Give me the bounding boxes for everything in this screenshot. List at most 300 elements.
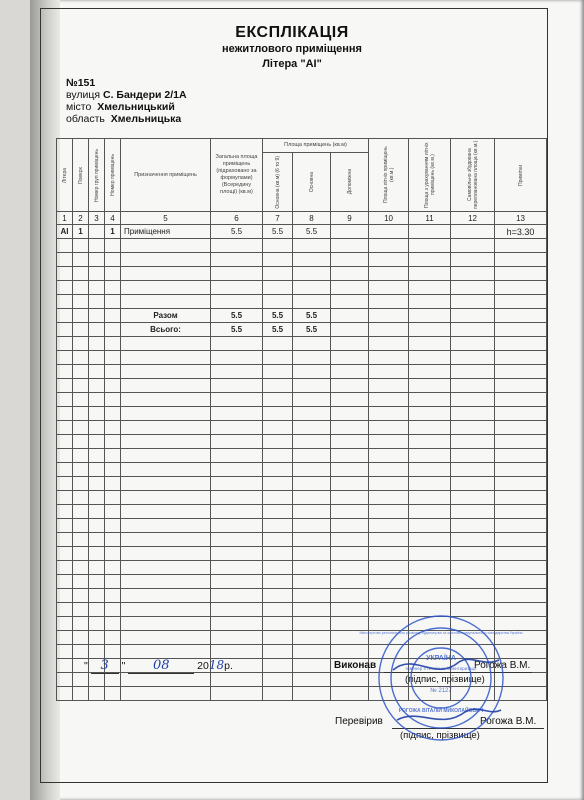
table-cell: [73, 323, 89, 337]
table-cell: [451, 393, 495, 407]
doc-title: ЕКСПЛІКАЦІЯ: [235, 24, 349, 41]
table-cell: [105, 547, 121, 561]
table-cell: [409, 267, 451, 281]
table-cell: [57, 645, 73, 659]
table-cell: [409, 323, 451, 337]
table-cell: [211, 519, 263, 533]
table-cell: [211, 295, 263, 309]
table-cell: [293, 575, 331, 589]
table-cell: [73, 673, 89, 687]
table-cell: [495, 533, 547, 547]
executed-label: Виконав: [334, 660, 377, 671]
table-cell: [73, 351, 89, 365]
table-cell: [451, 239, 495, 253]
table-cell: [73, 239, 89, 253]
table-cell: [409, 477, 451, 491]
table-cell: [73, 687, 89, 701]
table-cell: [105, 393, 121, 407]
table-row: [57, 407, 547, 421]
table-cell: [211, 407, 263, 421]
table-cell: 12: [451, 212, 495, 225]
table-cell: 3: [89, 212, 105, 225]
header-notes: Примітки: [495, 139, 547, 212]
table-cell: [73, 477, 89, 491]
table-cell: [89, 645, 105, 659]
table-cell: [331, 547, 369, 561]
table-cell: 5.5: [263, 225, 293, 239]
table-cell: [105, 449, 121, 463]
table-cell: [105, 533, 121, 547]
table-cell: [451, 435, 495, 449]
header-floor: Поверх: [73, 139, 89, 212]
table-row: [57, 379, 547, 393]
table-cell: [57, 673, 73, 687]
table-cell: [263, 463, 293, 477]
table-cell: [263, 351, 293, 365]
table-row: [57, 505, 547, 519]
table-cell: [369, 407, 409, 421]
table-cell: [451, 407, 495, 421]
table-row: [57, 351, 547, 365]
table-cell: [331, 463, 369, 477]
table-cell: [105, 407, 121, 421]
table-cell: [263, 589, 293, 603]
table-row: [57, 449, 547, 463]
table-cell: [105, 603, 121, 617]
doc-subtitle: нежитлового приміщення: [222, 43, 362, 55]
checked-name: Рогожа В.М.: [480, 716, 537, 727]
table-cell: [293, 421, 331, 435]
table-cell: [369, 379, 409, 393]
table-cell: [263, 561, 293, 575]
table-cell: [57, 323, 73, 337]
table-cell: [89, 533, 105, 547]
table-cell: [293, 239, 331, 253]
date-year-hand: 18: [208, 658, 225, 672]
table-cell: [293, 463, 331, 477]
table-cell: [331, 309, 369, 323]
table-cell: [451, 421, 495, 435]
table-cell: [451, 379, 495, 393]
address-city: місто Хмельницький: [66, 101, 175, 113]
table-cell: [369, 253, 409, 267]
table-cell: [121, 561, 211, 575]
table-cell: [331, 617, 369, 631]
table-cell: 5: [121, 212, 211, 225]
table-cell: [293, 687, 331, 701]
table-cell: [331, 561, 369, 575]
header-group-no: Номер груп приміщень: [89, 139, 105, 212]
table-cell: [263, 239, 293, 253]
checked-label: Перевірив: [335, 716, 383, 727]
table-cell: [73, 505, 89, 519]
table-cell: [369, 491, 409, 505]
table-cell: [409, 575, 451, 589]
table-cell: [211, 365, 263, 379]
table-cell: [409, 379, 451, 393]
header-purpose: Призначення приміщень: [121, 139, 211, 212]
table-cell: [57, 407, 73, 421]
table-cell: [89, 351, 105, 365]
table-cell: [451, 519, 495, 533]
table-cell: [263, 505, 293, 519]
table-cell: [105, 617, 121, 631]
table-cell: [263, 477, 293, 491]
table-cell: [73, 617, 89, 631]
table-cell: [451, 491, 495, 505]
table-cell: [73, 295, 89, 309]
table-cell: [409, 365, 451, 379]
table-cell: [57, 267, 73, 281]
table-cell: [293, 659, 331, 673]
table-cell: [495, 519, 547, 533]
table-cell: 1: [57, 212, 73, 225]
table-cell: [89, 393, 105, 407]
table-cell: [293, 281, 331, 295]
table-cell: [293, 295, 331, 309]
stamp-country: УКРАЇНА: [426, 655, 456, 662]
table-row: [57, 267, 547, 281]
table-cell: Всього:: [121, 323, 211, 337]
table-cell: [105, 645, 121, 659]
table-cell: [369, 267, 409, 281]
table-cell: Разом: [121, 309, 211, 323]
table-cell: [105, 575, 121, 589]
table-cell: 13: [495, 212, 547, 225]
table-cell: [495, 253, 547, 267]
table-cell: [89, 435, 105, 449]
table-cell: [293, 379, 331, 393]
table-cell: [105, 281, 121, 295]
table-cell: [121, 505, 211, 519]
table-cell: [121, 463, 211, 477]
table-cell: [451, 309, 495, 323]
table-cell: [409, 309, 451, 323]
table-cell: [409, 435, 451, 449]
table-cell: [293, 505, 331, 519]
column-number-row: [57, 212, 547, 225]
executed-sign-caption: (підпис, прізвище): [405, 674, 485, 685]
table-cell: [57, 365, 73, 379]
table-cell: [211, 337, 263, 351]
table-cell: [73, 267, 89, 281]
table-cell: [57, 617, 73, 631]
header-room-no: Номер приміщень: [105, 139, 121, 212]
table-cell: [409, 351, 451, 365]
table-cell: [263, 491, 293, 505]
table-cell: [451, 225, 495, 239]
table-cell: [331, 533, 369, 547]
table-cell: [409, 393, 451, 407]
table-cell: [369, 309, 409, 323]
table-row: [57, 477, 547, 491]
table-cell: [121, 589, 211, 603]
table-cell: [57, 295, 73, 309]
table-cell: 6: [211, 212, 263, 225]
table-cell: [211, 393, 263, 407]
table-cell: [495, 365, 547, 379]
table-cell: [89, 337, 105, 351]
header-litera: Літера: [57, 139, 73, 212]
table-cell: [369, 281, 409, 295]
table-cell: [121, 673, 211, 687]
table-row: [57, 561, 547, 575]
table-cell: [451, 253, 495, 267]
table-cell: [73, 645, 89, 659]
table-cell: [263, 365, 293, 379]
table-cell: [211, 617, 263, 631]
table-cell: [211, 603, 263, 617]
table-cell: [293, 393, 331, 407]
table-cell: 2: [73, 212, 89, 225]
table-cell: [293, 533, 331, 547]
table-cell: [57, 393, 73, 407]
table-cell: [211, 449, 263, 463]
table-cell: [57, 533, 73, 547]
table-row: [57, 547, 547, 561]
table-cell: [89, 631, 105, 645]
table-cell: [495, 449, 547, 463]
table-cell: [369, 365, 409, 379]
table-cell: 4: [105, 212, 121, 225]
table-cell: [263, 407, 293, 421]
table-cell: [211, 533, 263, 547]
table-row: [57, 589, 547, 603]
table-cell: [89, 589, 105, 603]
table-cell: [451, 463, 495, 477]
table-cell: [105, 295, 121, 309]
table-cell: [293, 617, 331, 631]
table-row: [57, 295, 547, 309]
table-cell: [121, 253, 211, 267]
table-cell: [211, 239, 263, 253]
executed-name: Рогожа В.М.: [474, 660, 531, 671]
table-cell: [211, 463, 263, 477]
table-cell: [73, 547, 89, 561]
table-cell: [211, 547, 263, 561]
table-cell: [211, 379, 263, 393]
stamp-name: РОГОЖА ВІТАЛІЙ МИКОЛАЙОВИЧ: [398, 708, 484, 714]
table-cell: [331, 477, 369, 491]
table-cell: [89, 421, 105, 435]
table-cell: [57, 379, 73, 393]
table-cell: [369, 589, 409, 603]
table-cell: [73, 463, 89, 477]
table-cell: [73, 435, 89, 449]
table-cell: [105, 421, 121, 435]
table-cell: [409, 505, 451, 519]
table-cell: [331, 225, 369, 239]
table-cell: [331, 589, 369, 603]
table-cell: [105, 561, 121, 575]
table-cell: [409, 421, 451, 435]
table-cell: [451, 477, 495, 491]
table-cell: [57, 253, 73, 267]
table-cell: [331, 379, 369, 393]
table-cell: [409, 295, 451, 309]
table-cell: [121, 267, 211, 281]
table-cell: [451, 281, 495, 295]
table-cell: [73, 337, 89, 351]
table-cell: [293, 491, 331, 505]
table-cell: [121, 379, 211, 393]
table-cell: [57, 589, 73, 603]
table-cell: [331, 351, 369, 365]
table-cell: [89, 365, 105, 379]
table-cell: [263, 379, 293, 393]
table-cell: [263, 281, 293, 295]
table-cell: [211, 631, 263, 645]
table-cell: 5.5: [293, 323, 331, 337]
table-cell: [451, 533, 495, 547]
table-cell: [495, 309, 547, 323]
address-street: вулиця С. Бандери 2/1А: [66, 89, 187, 101]
date-day: 3: [91, 658, 119, 674]
table-cell: [263, 533, 293, 547]
header-unauthorized: Самовільно збудована перепланована площа (кв.м.): [451, 139, 495, 212]
table-cell: [263, 267, 293, 281]
table-cell: [451, 337, 495, 351]
table-cell: [331, 519, 369, 533]
table-row: [57, 337, 547, 351]
table-cell: [369, 337, 409, 351]
table-cell: [105, 267, 121, 281]
table-cell: [57, 631, 73, 645]
table-cell: [121, 645, 211, 659]
table-row: [57, 533, 547, 547]
table-cell: [263, 519, 293, 533]
table-cell: [73, 449, 89, 463]
table-cell: [263, 645, 293, 659]
table-cell: [89, 323, 105, 337]
table-cell: [89, 463, 105, 477]
table-cell: [105, 687, 121, 701]
table-cell: [331, 435, 369, 449]
table-cell: [89, 505, 105, 519]
date-line: " 3 " 08 2018р.: [84, 658, 233, 673]
table-cell: [495, 379, 547, 393]
header-auxiliary: Допоміжна: [331, 152, 369, 211]
table-cell: [451, 365, 495, 379]
table-cell: [451, 561, 495, 575]
table-cell: [369, 547, 409, 561]
table-cell: [105, 323, 121, 337]
table-cell: [293, 267, 331, 281]
table-cell: [409, 519, 451, 533]
table-cell: 5.5: [211, 323, 263, 337]
table-cell: [293, 435, 331, 449]
stamp-ring: Міністерство регіонального розвитку будівництва та житлово-комунального господарства України: [359, 631, 523, 635]
table-cell: [331, 687, 369, 701]
table-cell: [89, 673, 105, 687]
table-cell: [331, 673, 369, 687]
table-cell: [369, 435, 409, 449]
table-cell: [263, 435, 293, 449]
doc-litera: Літера "АІ": [262, 58, 322, 70]
table-cell: 8: [293, 212, 331, 225]
table-cell: [73, 421, 89, 435]
table-cell: [451, 351, 495, 365]
table-cell: [73, 561, 89, 575]
table-cell: [331, 365, 369, 379]
table-cell: [105, 351, 121, 365]
table-cell: [263, 659, 293, 673]
doc-number: №151: [66, 77, 96, 89]
table-cell: [211, 687, 263, 701]
table-cell: [89, 561, 105, 575]
table-cell: 1: [105, 225, 121, 239]
table-cell: [495, 463, 547, 477]
table-cell: [89, 519, 105, 533]
table-cell: [211, 435, 263, 449]
table-cell: [73, 393, 89, 407]
table-cell: [121, 393, 211, 407]
table-cell: [331, 603, 369, 617]
table-cell: [121, 477, 211, 491]
table-cell: [121, 239, 211, 253]
table-cell: [121, 295, 211, 309]
table-cell: [451, 505, 495, 519]
table-cell: [293, 449, 331, 463]
table-cell: [73, 253, 89, 267]
table-cell: [369, 295, 409, 309]
table-cell: [331, 393, 369, 407]
table-row: [57, 435, 547, 449]
table-cell: [495, 281, 547, 295]
table-cell: [57, 337, 73, 351]
table-cell: [89, 687, 105, 701]
table-cell: [57, 477, 73, 491]
table-row: [57, 225, 547, 239]
table-cell: [105, 365, 121, 379]
table-cell: [409, 463, 451, 477]
table-cell: [73, 309, 89, 323]
table-cell: [293, 477, 331, 491]
table-cell: [293, 337, 331, 351]
table-cell: 5.5: [263, 309, 293, 323]
address-region: область Хмельницька: [66, 113, 182, 125]
table-cell: АІ: [57, 225, 73, 239]
table-cell: [495, 421, 547, 435]
table-cell: [263, 449, 293, 463]
table-cell: [105, 239, 121, 253]
table-cell: [369, 449, 409, 463]
table-cell: [121, 435, 211, 449]
table-cell: [495, 407, 547, 421]
table-cell: [105, 477, 121, 491]
table-cell: [331, 281, 369, 295]
table-cell: [409, 491, 451, 505]
table-row: [57, 239, 547, 253]
table-cell: [331, 267, 369, 281]
table-cell: [57, 435, 73, 449]
table-cell: [57, 603, 73, 617]
stamp-role: Інженер з технічної інвентаризації: [405, 666, 477, 671]
table-cell: 10: [369, 212, 409, 225]
table-cell: [263, 575, 293, 589]
table-cell: [293, 407, 331, 421]
table-cell: 9: [331, 212, 369, 225]
table-cell: [121, 337, 211, 351]
table-cell: [57, 575, 73, 589]
table-cell: [89, 617, 105, 631]
table-cell: [369, 561, 409, 575]
table-row: [57, 139, 547, 153]
table-cell: [293, 673, 331, 687]
table-cell: [263, 631, 293, 645]
table-cell: [73, 631, 89, 645]
table-cell: [331, 253, 369, 267]
